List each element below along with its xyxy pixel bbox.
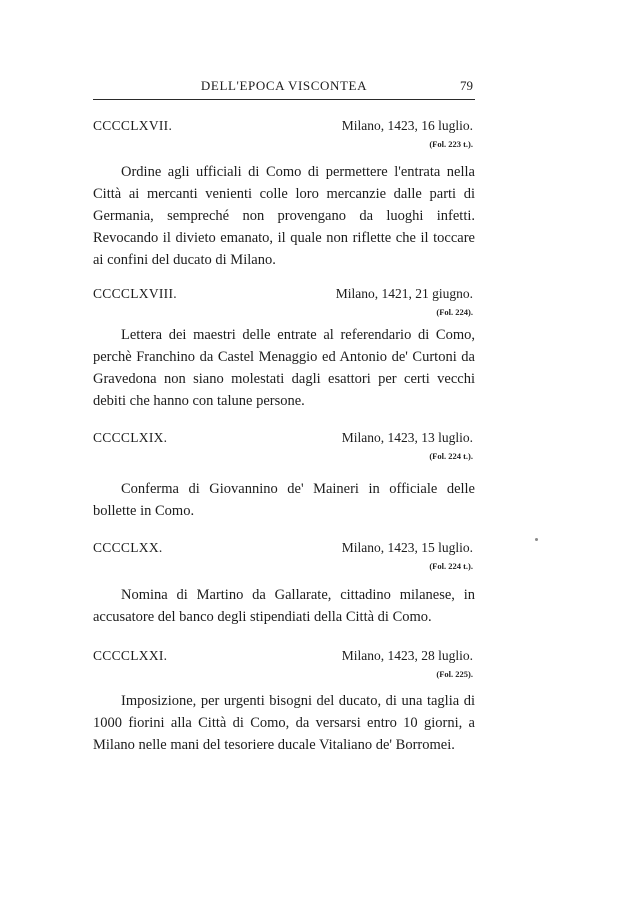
entry-place-date: Milano, 1423, 13 luglio. — [341, 430, 473, 445]
entry-cccclxxi — [93, 646, 475, 753]
entry-number: CCCCLXVIII. — [93, 286, 177, 301]
entry-number: CCCCLXXI. — [93, 648, 168, 663]
paper-speck — [535, 538, 538, 541]
entry-place-date: Milano, 1421, 21 giugno. — [335, 286, 473, 301]
entry-cccclxvii — [93, 116, 475, 268]
entry-folio: (Fol. 224 t.). — [429, 451, 473, 461]
entry-heading — [93, 116, 475, 136]
entry-heading — [93, 428, 475, 448]
running-title: DELL'EPOCA VISCONTEA — [200, 78, 368, 93]
entry-text: Nomina di Martino da Gallarate, cittadino milanese, in accusatore del banco degli stipendiati della Città di Como. — [93, 587, 475, 625]
entry-text: Lettera dei maestri delle entrate al referendario di Como, perchè Franchino da Castel Menaggio ed Antonio de' Curtoni da Gravedona non siano molestati dagli esattori per certi vecchi debiti che hanno con talune persone. — [93, 327, 475, 409]
entry-place-date: Milano, 1423, 16 luglio. — [341, 118, 473, 133]
entry-heading — [93, 284, 475, 304]
entry-cccclxx — [93, 538, 475, 625]
running-head — [93, 77, 475, 97]
header-rule — [93, 99, 475, 100]
entry-text: Conferma di Giovannino de' Maineri in officiale delle bollette in Como. — [93, 481, 475, 519]
entry-folio: (Fol. 223 t.). — [429, 139, 473, 149]
entry-folio: (Fol. 224). — [436, 307, 473, 317]
entry-cccclxix — [93, 428, 475, 519]
entry-text: Ordine agli ufficiali di Como di permettere l'entrata nella Città ai mercanti venienti colle loro mercanzie dalle parti di Germania, sempreché non provengano da luoghi infetti. Revocando il divieto emanato, il quale non riflette che il toccare ai confini del ducato di Milano. — [93, 164, 475, 268]
page-number: 79 — [460, 78, 473, 93]
entry-folio: (Fol. 224 t.). — [429, 561, 473, 571]
entry-cccclxviii — [93, 284, 475, 409]
entry-number: CCCCLXX. — [93, 540, 163, 555]
entry-place-date: Milano, 1423, 15 luglio. — [341, 540, 473, 555]
entry-folio: (Fol. 225). — [436, 669, 473, 679]
entry-place-date: Milano, 1423, 28 luglio. — [341, 648, 473, 663]
entry-heading — [93, 538, 475, 558]
entry-text: Imposizione, per urgenti bisogni del ducato, di una taglia di 1000 fiorini alla Città di Como, da versarsi entro 10 giorni, a Milano nelle mani del tesoriere ducale Vitaliano de' Borromei. — [93, 693, 475, 753]
entry-number: CCCCLXIX. — [93, 430, 168, 445]
entry-number: CCCCLXVII. — [93, 118, 173, 133]
entry-heading — [93, 646, 475, 666]
